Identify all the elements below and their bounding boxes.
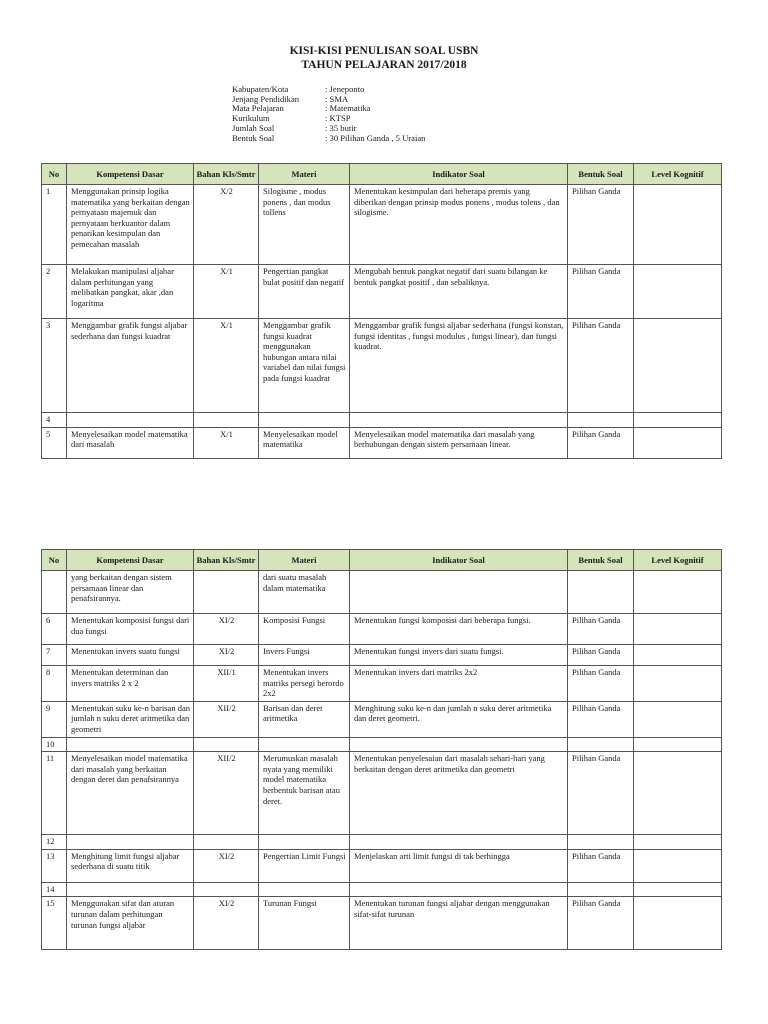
- meta-value: : 30 Pilihan Ganda , 5 Uraian: [325, 132, 426, 143]
- level-kognitif-cell: [634, 645, 722, 666]
- materi-cell: [259, 835, 350, 850]
- bahan-cell: XI/2: [194, 897, 259, 950]
- bentuk-soal-cell: Pilihan Ganda: [568, 427, 634, 458]
- bentuk-soal-cell: Pilihan Ganda: [568, 265, 634, 319]
- level-kognitif-cell: [634, 265, 722, 319]
- level-kognitif-cell: [634, 835, 722, 850]
- bentuk-soal-cell: Pilihan Ganda: [568, 614, 634, 645]
- materi-cell: Menentukan invers matriks persegi berordo 2x2: [259, 666, 350, 702]
- no-cell: 5: [42, 427, 67, 458]
- header-bentuk-soal: Bentuk Soal: [568, 550, 634, 571]
- level-kognitif-cell: [634, 413, 722, 428]
- no-cell: 4: [42, 413, 67, 428]
- bahan-cell: XII/1: [194, 666, 259, 702]
- meta-label: Mata Pelajaran: [232, 103, 284, 114]
- table-row: [42, 645, 722, 666]
- table-row: [42, 752, 722, 835]
- kompetensi-dasar-cell: Menentukan suku ke-n barisan dan jumlah n suku deret aritmetika dan geometri: [67, 701, 194, 737]
- bahan-cell: [194, 571, 259, 614]
- kompetensi-dasar-cell: Menggambar grafik fungsi aljabar sederhana dan fungsi kuadrat: [67, 319, 194, 413]
- table-row: [42, 897, 722, 950]
- no-cell: 13: [42, 849, 67, 882]
- bahan-cell: X/2: [194, 185, 259, 265]
- bahan-cell: [194, 882, 259, 897]
- indikator-cell: Menentukan penyelesaian dari masalah sehari-hari yang berkaitan dengan deret aritmetika dan geometri: [350, 752, 568, 835]
- indikator-cell: Menyelesaikan model matematika dari masalah yang berhubungan dengan sistem persamaan linear.: [350, 427, 568, 458]
- header-materi: Materi: [259, 164, 350, 185]
- bahan-cell: X/1: [194, 265, 259, 319]
- bentuk-soal-cell: [568, 737, 634, 752]
- no-cell: 14: [42, 882, 67, 897]
- materi-cell: Menggambar grafik fungsi kuadrat menggunakan hubungan antara nilai variabel dan nilai fungsi pada fungsi kuadrat: [259, 319, 350, 413]
- indikator-cell: [350, 571, 568, 614]
- materi-cell: Silogisme , modus ponens , dan modus tollens: [259, 185, 350, 265]
- meta-value: : KTSP: [325, 113, 351, 124]
- bentuk-soal-cell: [568, 835, 634, 850]
- kompetensi-dasar-cell: Menentukan komposisi fungsi dari dua fungsi: [67, 614, 194, 645]
- header-indikator-soal: Indikator Soal: [350, 550, 568, 571]
- kompetensi-dasar-cell: Menentukan invers suatu fungsi: [67, 645, 194, 666]
- meta-label: Kurikulum: [232, 113, 270, 124]
- level-kognitif-cell: [634, 701, 722, 737]
- indikator-cell: Menentukan fungsi komposisi dari beberapa fungsi.: [350, 614, 568, 645]
- header-level-kognitif: Level Kognitif: [634, 550, 722, 571]
- meta-value: : Jeneponto: [325, 84, 365, 94]
- bahan-cell: [194, 835, 259, 850]
- bentuk-soal-cell: Pilihan Ganda: [568, 752, 634, 835]
- kompetensi-dasar-cell: Melakukan manipulasi aljabar dalam perhitungan yang melibatkan pangkat, akar ,dan logaritma: [67, 265, 194, 319]
- bahan-cell: X/1: [194, 319, 259, 413]
- header-indikator-soal: Indikator Soal: [350, 164, 568, 185]
- materi-cell: [259, 737, 350, 752]
- level-kognitif-cell: [634, 571, 722, 614]
- no-cell: 1: [42, 185, 67, 265]
- meta-label: Jenjang Pendidikan: [232, 93, 300, 104]
- meta-label: Kabupaten/Kota: [232, 84, 289, 94]
- table-row: [42, 737, 722, 752]
- kisi-table-page-2: [41, 549, 722, 950]
- bahan-cell: [194, 737, 259, 752]
- metadata-block: [232, 85, 425, 143]
- no-cell: [42, 571, 67, 614]
- materi-cell: [259, 413, 350, 428]
- kompetensi-dasar-cell: Menggunakan sifat dan aturan turunan dalam perhitungan turunan fungsi aljabar: [67, 897, 194, 950]
- table-row: [42, 185, 722, 265]
- materi-cell: Menyelesaikan model matematika: [259, 427, 350, 458]
- indikator-cell: [350, 737, 568, 752]
- no-cell: 15: [42, 897, 67, 950]
- bahan-cell: XI/2: [194, 849, 259, 882]
- kompetensi-dasar-cell: [67, 882, 194, 897]
- materi-cell: dari suatu masalah dalam matematika: [259, 571, 350, 614]
- bentuk-soal-cell: Pilihan Ganda: [568, 701, 634, 737]
- bentuk-soal-cell: Pilihan Ganda: [568, 319, 634, 413]
- level-kognitif-cell: [634, 882, 722, 897]
- kompetensi-dasar-cell: Menyelesaikan model matematika dari masalah yang berkaitan dengan deret dan penafsirannya: [67, 752, 194, 835]
- kisi-table-page-1: [41, 163, 722, 459]
- indikator-cell: [350, 413, 568, 428]
- document-subtitle: TAHUN PELAJARAN 2017/2018: [301, 59, 467, 71]
- indikator-cell: [350, 882, 568, 897]
- kompetensi-dasar-cell: Menggunakan prinsip logika matematika yang berkaitan dengan pernyataan majemuk dan pernyataan berkuantor dalam penarikan kesimpulan dan pemecahan masalah: [67, 185, 194, 265]
- header-no: No: [42, 164, 67, 185]
- level-kognitif-cell: [634, 185, 722, 265]
- level-kognitif-cell: [634, 737, 722, 752]
- header-kompetensi-dasar: Kompetensi Dasar: [67, 550, 194, 571]
- no-cell: 12: [42, 835, 67, 850]
- no-cell: 7: [42, 645, 67, 666]
- bahan-cell: [194, 413, 259, 428]
- kompetensi-dasar-cell: [67, 413, 194, 428]
- bentuk-soal-cell: [568, 882, 634, 897]
- table-header-row: [42, 550, 722, 571]
- materi-cell: Pengertian pangkat bulat positif dan negatif: [259, 265, 350, 319]
- header-materi: Materi: [259, 550, 350, 571]
- level-kognitif-cell: [634, 614, 722, 645]
- kompetensi-dasar-cell: yang berkaitan dengan sistem persamaan linear dan penafsirannya.: [67, 571, 194, 614]
- bahan-cell: XI/2: [194, 614, 259, 645]
- materi-cell: [259, 882, 350, 897]
- header-kompetensi-dasar: Kompetensi Dasar: [67, 164, 194, 185]
- meta-value: : 35 butir: [325, 122, 357, 133]
- table-row: [42, 701, 722, 737]
- kompetensi-dasar-cell: Menentukan determinan dan invers matriks 2 x 2: [67, 666, 194, 702]
- materi-cell: Merumuskan masalah nyata yang memiliki model matematika berbentuk barisan atau deret.: [259, 752, 350, 835]
- indikator-cell: Menentukan kesimpulan dari beberapa premis yang diberikan dengan prinsip modus ponens , modus tolens , dan silogisme.: [350, 185, 568, 265]
- header-no: No: [42, 550, 67, 571]
- level-kognitif-cell: [634, 427, 722, 458]
- bentuk-soal-cell: Pilihan Ganda: [568, 185, 634, 265]
- kompetensi-dasar-cell: Menghitung limit fungsi aljabar sederhana di suatu titik: [67, 849, 194, 882]
- meta-value: : SMA: [325, 93, 349, 104]
- kompetensi-dasar-cell: Menyelesaikan model matematika dari masalah: [67, 427, 194, 458]
- document-title: KISI-KISI PENULISAN SOAL USBN: [289, 45, 479, 57]
- materi-cell: Barisan dan deret aritmetika: [259, 701, 350, 737]
- level-kognitif-cell: [634, 666, 722, 702]
- indikator-cell: Menentukan fungsi invers dari suatu fungsi.: [350, 645, 568, 666]
- no-cell: 10: [42, 737, 67, 752]
- no-cell: 6: [42, 614, 67, 645]
- bahan-cell: XII/2: [194, 701, 259, 737]
- indikator-cell: Menentukan turunan fungsi aljabar dengan menggunakan sifat-sifat turunan: [350, 897, 568, 950]
- level-kognitif-cell: [634, 752, 722, 835]
- table-header-row: [42, 164, 722, 185]
- header-bahan: Bahan Kls/Smtr: [194, 550, 259, 571]
- level-kognitif-cell: [634, 319, 722, 413]
- table-row: [42, 666, 722, 702]
- table-row: [42, 413, 722, 428]
- bahan-cell: X/1: [194, 427, 259, 458]
- kompetensi-dasar-cell: [67, 737, 194, 752]
- table-row: [42, 427, 722, 458]
- kompetensi-dasar-cell: [67, 835, 194, 850]
- indikator-cell: Menghitung suku ke-n dan jumlah n suku deret aritmetika dan deret geometri.: [350, 701, 568, 737]
- bentuk-soal-cell: Pilihan Ganda: [568, 645, 634, 666]
- no-cell: 11: [42, 752, 67, 835]
- bentuk-soal-cell: [568, 413, 634, 428]
- indikator-cell: [350, 835, 568, 850]
- materi-cell: Turunan Fungsi: [259, 897, 350, 950]
- no-cell: 2: [42, 265, 67, 319]
- table-row: [42, 265, 722, 319]
- table-row: [42, 882, 722, 897]
- bentuk-soal-cell: [568, 571, 634, 614]
- bahan-cell: XI/2: [194, 645, 259, 666]
- indikator-cell: Menggambar grafik fungsi aljabar sederhana (fungsi konstan, fungsi identitas , fungsi modulus , fungsi linear), dan fungsi kuadrat.: [350, 319, 568, 413]
- bentuk-soal-cell: Pilihan Ganda: [568, 666, 634, 702]
- indikator-cell: Mengubah bentuk pangkat negatif dari suatu bilangan ke bentuk pangkat positif , dan sebaliknya.: [350, 265, 568, 319]
- bentuk-soal-cell: Pilihan Ganda: [568, 849, 634, 882]
- materi-cell: Pengertian Limit Fungsi: [259, 849, 350, 882]
- indikator-cell: Menjelaskan arti limit fungsi di tak berhingga: [350, 849, 568, 882]
- materi-cell: Komposisi Fungsi: [259, 614, 350, 645]
- bahan-cell: XII/2: [194, 752, 259, 835]
- materi-cell: Invers Fungsi: [259, 645, 350, 666]
- meta-label: Jumlah Soal: [232, 122, 275, 133]
- header-bahan: Bahan Kls/Smtr: [194, 164, 259, 185]
- meta-label: Bentuk Soal: [232, 132, 275, 143]
- no-cell: 9: [42, 701, 67, 737]
- no-cell: 3: [42, 319, 67, 413]
- table-row: [42, 571, 722, 614]
- header-bentuk-soal: Bentuk Soal: [568, 164, 634, 185]
- level-kognitif-cell: [634, 849, 722, 882]
- meta-value: : Matematika: [325, 103, 371, 114]
- table-row: [42, 319, 722, 413]
- bentuk-soal-cell: Pilihan Ganda: [568, 897, 634, 950]
- table-row: [42, 614, 722, 645]
- table-row: [42, 835, 722, 850]
- meta-row: [232, 134, 425, 144]
- no-cell: 8: [42, 666, 67, 702]
- table-row: [42, 849, 722, 882]
- indikator-cell: Menentukan invers dari matriks 2x2: [350, 666, 568, 702]
- level-kognitif-cell: [634, 897, 722, 950]
- header-level-kognitif: Level Kognitif: [634, 164, 722, 185]
